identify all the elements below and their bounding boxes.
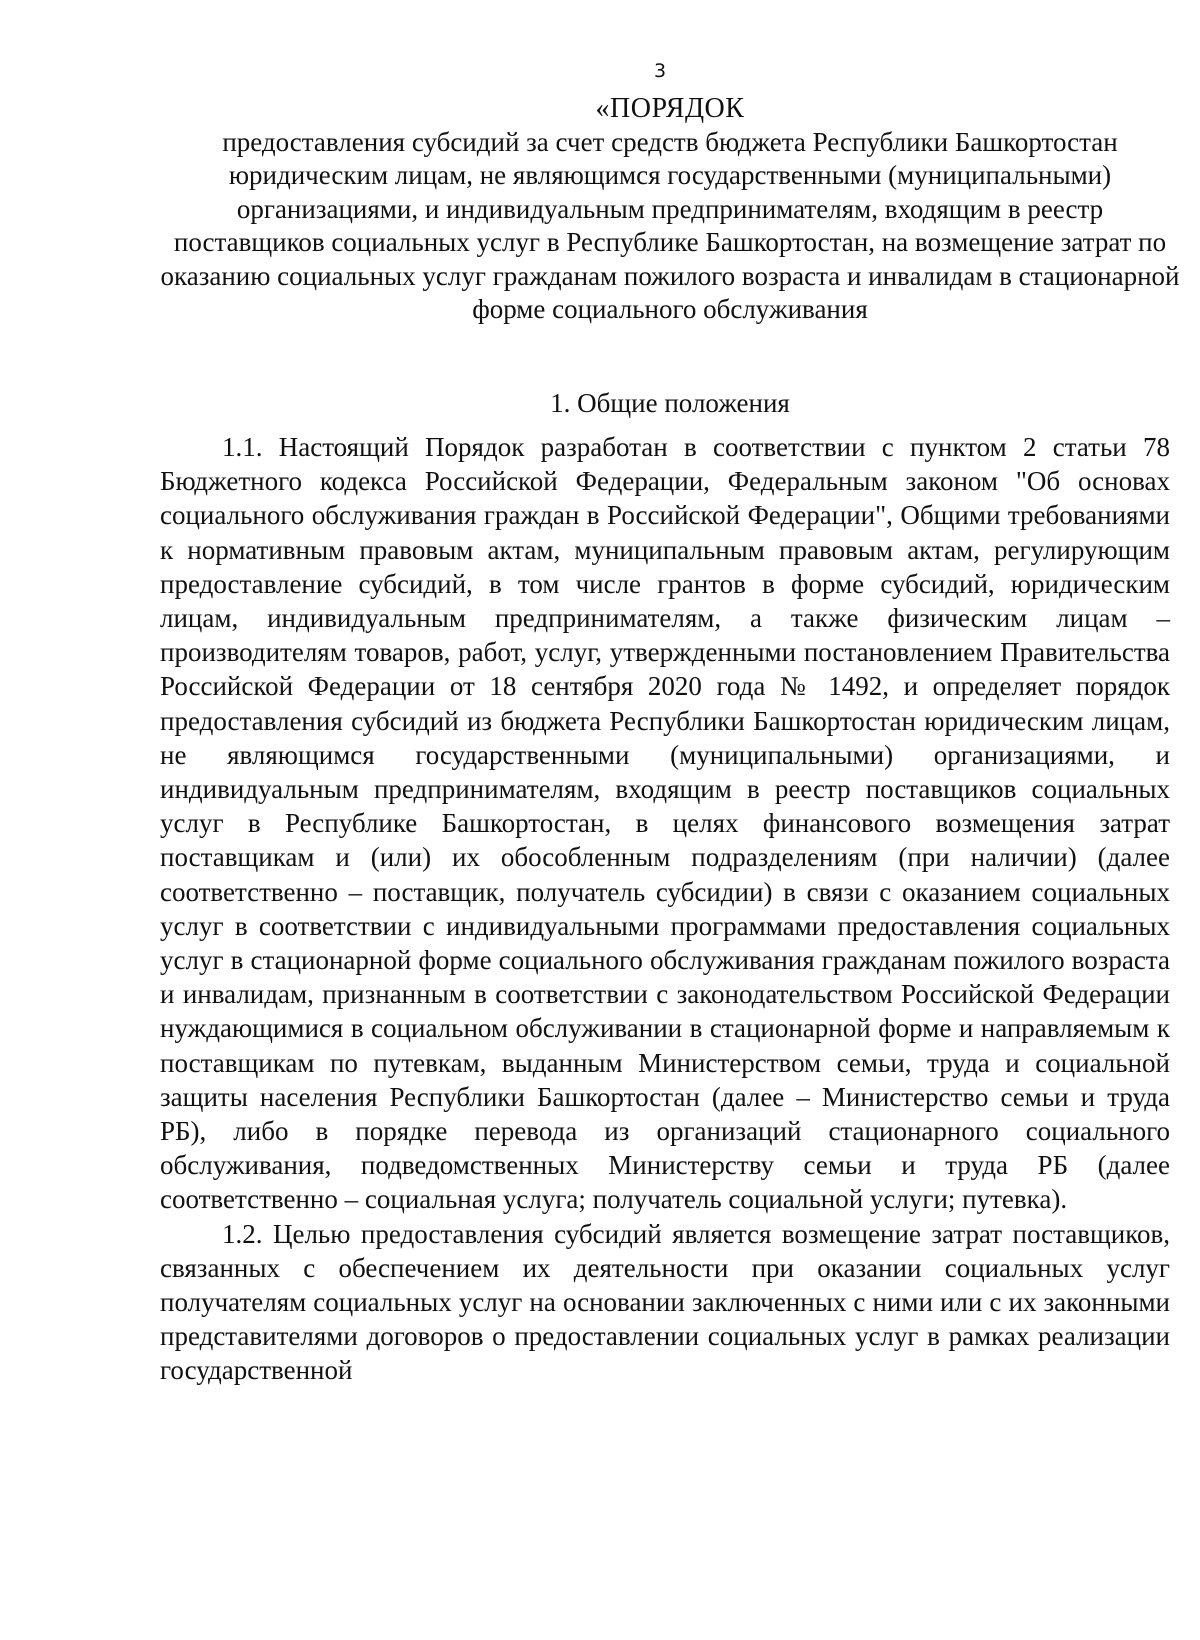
title-heading: «ПОРЯДОК: [595, 93, 745, 124]
paragraph-1-2: 1.2. Целью предоставления субсидий является возмещение затрат поставщиков, связанных с обеспечением их деятельности при оказании социальных услуг получателям социальных услуг на основании заключенных с ними или с их законными представителями договоров о предоставлении социальных услуг в рамках реализации государственной: [160, 1218, 1170, 1386]
page-number: 3: [653, 60, 667, 82]
title-subtitle: предоставления субсидий за счет средств бюджета Республики Башкортостан юридическим лицам, не являющимся государственными (муниципальными) организациями, и индивидуальным предпринимателям, входящим в реестр поставщиков социальных услуг в Республике Башкортостан, на возмещение затрат по оказанию социальных услуг гражданам пожилого возраста и инвалидам в стационарной форме социального обслуживания: [160, 126, 1180, 324]
section-heading: 1. Общие положения: [550, 388, 790, 418]
paragraph-1-1: 1.1. Настоящий Порядок разработан в соответствии с пунктом 2 статьи 78 Бюджетного кодекса Российской Федерации, Федеральным законом "Об основах социального обслуживания граждан в Российской Федерации", Общими требованиями к нормативным правовым актам, муниципальным правовым актам, регулирующим предоставление субсидий, в том числе грантов в форме субсидий, юридическим лицам, индивидуальным предпринимателям, а также физическим лицам – производителям товаров, работ, услуг, утвержденными постановлением Правительства Российской Федерации от 18 сентября 2020 года № 1492, и определяет порядок предоставления субсидий из бюджета Республики Башкортостан юридическим лицам, не являющимся государственными (муниципальными) организациями, и индивидуальным предпринимателям, входящим в реестр поставщиков социальных услуг в Республике Башкортостан, в целях финансового возмещения затрат поставщикам и (или) их обособленным подразделениям (при наличии) (далее соответственно – поставщик, получатель субсидии) в связи с оказанием социальных услуг в соответствии с индивидуальными программами предоставления социальных услуг в стационарной форме социального обслуживания гражданам пожилого возраста и инвалидам, признанным в соответствии с законодательством Российской Федерации нуждающимися в социальном обслуживании в стационарной форме и направляемым к поставщикам по путевкам, выданным Министерством семьи, труда и социальной защиты населения Республики Башкортостан (далее – Министерство семьи и труда РБ), либо в порядке перевода из организаций стационарного социального обслуживания, подведомственных Министерству семьи и труда РБ (далее соответственно – социальная услуга; получатель социальной услуги; путевка).: [160, 432, 1170, 1215]
document-title: [160, 92, 1180, 327]
section-body: [160, 430, 1170, 1388]
